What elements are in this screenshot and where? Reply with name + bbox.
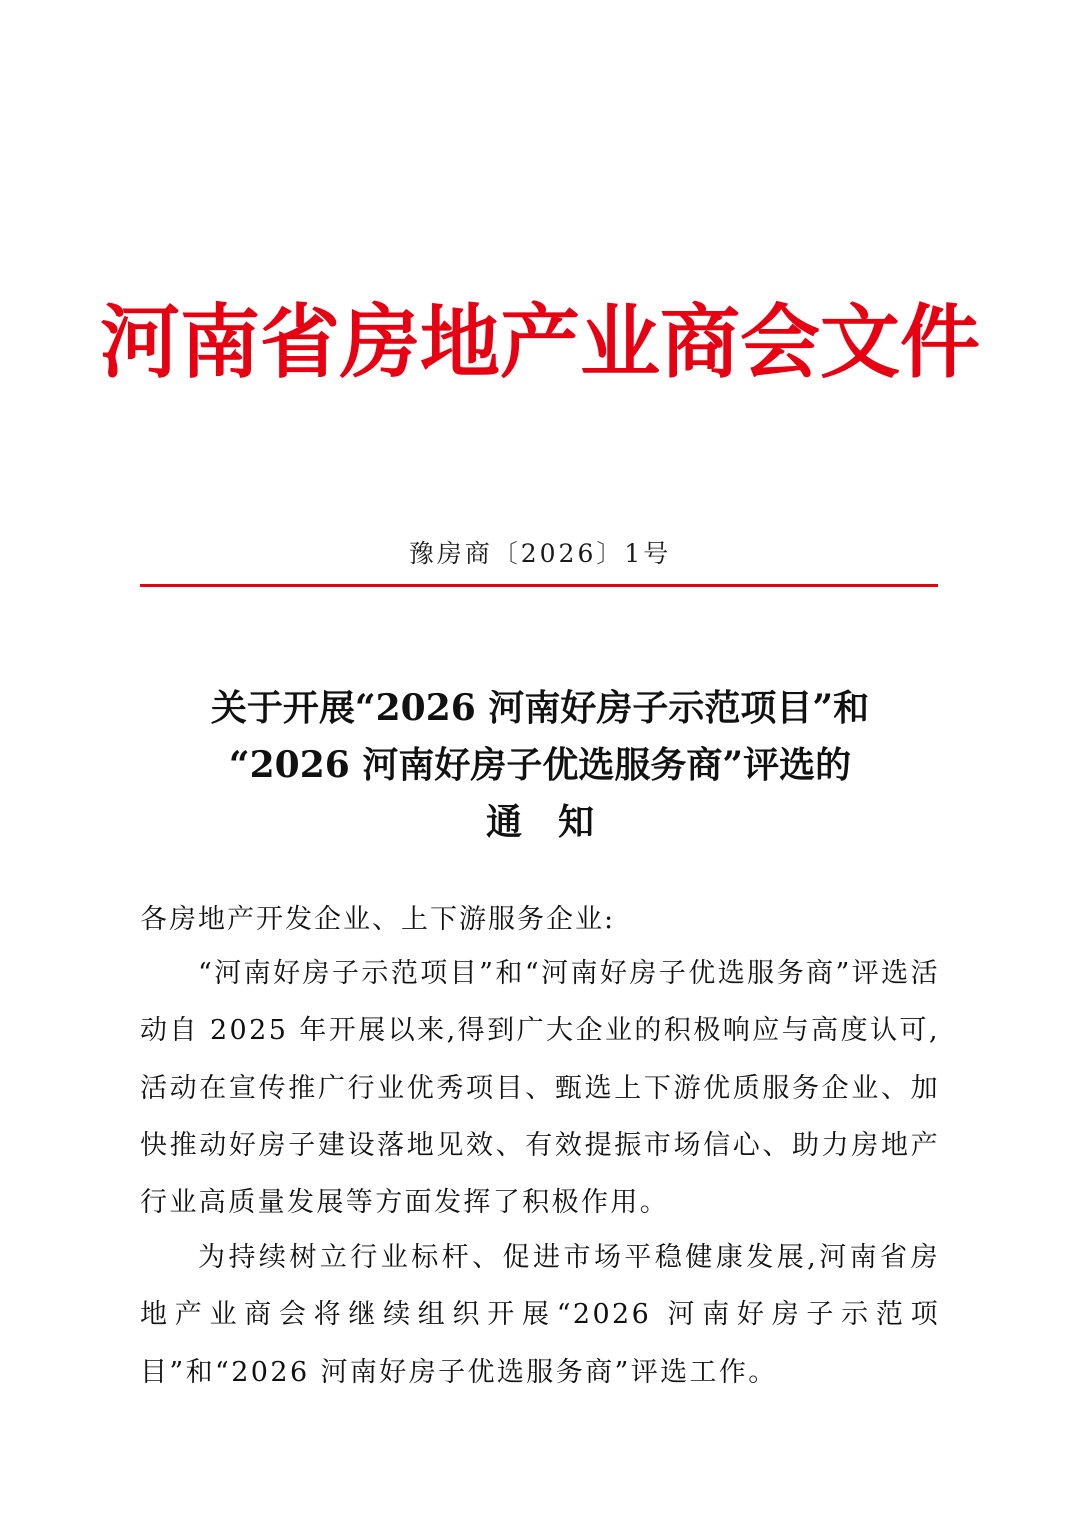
body-paragraph-2: 为持续树立行业标杆、促进市场平稳健康发展,河南省房地产业商会将继续组织开展“2026 河南好房子示范项目”和“2026 河南好房子优选服务商”评选工作。 [140, 1242, 940, 1388]
salutation: 各房地产开发企业、上下游服务企业: [140, 904, 616, 935]
body-paragraph-1: “河南好房子示范项目”和“河南好房子优选服务商”评选活动自 2025 年开展以来,得到广大企业的积极响应与高度认可,活动在宣传推广行业优秀项目、甄选上下游优质服务企业、加快推动好房子建设落地见效、有效提振市场信心、助力房地产行业高质量发展等方面发挥了积极作用。 [140, 958, 940, 1219]
notice-title-line-2: “2026 河南好房子优选服务商”评选的 [228, 744, 852, 786]
red-separator-line [140, 584, 938, 587]
notice-title-line-1: 关于开展“2026 河南好房子示范项目”和 [210, 687, 870, 729]
document-number: 豫房商〔2026〕1号 [408, 539, 672, 568]
issuer-title: 河南省房地产业商会文件 [100, 295, 980, 389]
notice-title-line-3: 通知 [485, 801, 630, 843]
notice-title [0, 680, 1080, 851]
